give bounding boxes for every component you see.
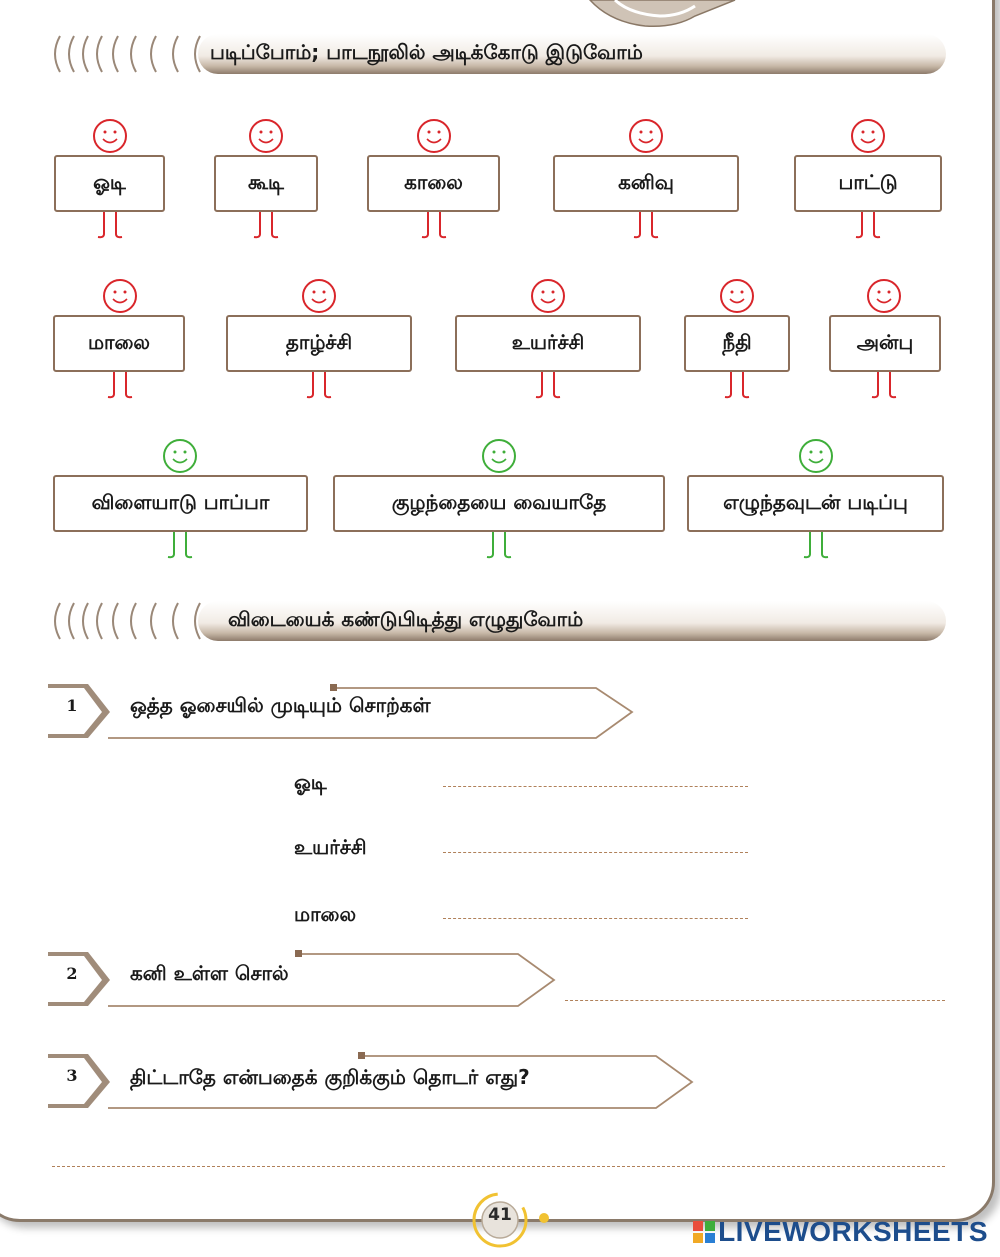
word-card-label: எழுந்தவுடன் படிப்பு	[687, 475, 944, 532]
word-card[interactable]	[829, 315, 941, 372]
smiley-face-icon	[530, 278, 566, 314]
question-text: திட்டாதே என்பதைக் குறிக்கும் தொடர் எது?	[130, 1065, 530, 1089]
word-card[interactable]	[333, 475, 665, 532]
legs-icon	[848, 212, 888, 240]
word-card-label: மாலை	[53, 315, 185, 372]
word-card[interactable]	[794, 155, 942, 212]
answer-line[interactable]	[52, 1166, 945, 1167]
smiley-face-icon	[798, 438, 834, 474]
smiley-face-icon	[162, 438, 198, 474]
legs-icon	[246, 212, 286, 240]
question-number: 3	[66, 1066, 78, 1085]
answer-line[interactable]	[443, 852, 748, 853]
legs-icon	[414, 212, 454, 240]
answer-line[interactable]	[443, 786, 748, 787]
legs-icon	[479, 532, 519, 560]
answer-line[interactable]	[443, 918, 748, 919]
legs-icon	[864, 372, 904, 400]
question-3	[48, 1052, 698, 1112]
smiley-face-icon	[416, 118, 452, 154]
question-1	[48, 682, 638, 742]
word-card-label: கூடி	[214, 155, 318, 212]
section-header-reading	[50, 32, 946, 76]
word-card-label: காலை	[367, 155, 500, 212]
word-card[interactable]	[226, 315, 412, 372]
smiley-face-icon	[719, 278, 755, 314]
smiley-face-icon	[850, 118, 886, 154]
legs-icon	[160, 532, 200, 560]
word-card[interactable]	[687, 475, 944, 532]
word-card-label: உயர்ச்சி	[455, 315, 641, 372]
spiral-rings-icon	[50, 32, 210, 76]
word-card[interactable]	[53, 475, 308, 532]
word-card-label: கனிவு	[553, 155, 739, 212]
word-card-label: ஓடி	[54, 155, 165, 212]
word-card-label: அன்பு	[829, 315, 941, 372]
liveworksheets-brand	[693, 1215, 988, 1249]
word-card-label: தாழ்ச்சி	[226, 315, 412, 372]
section-title: விடையைக் கண்டுபிடித்து எழுதுவோம்	[228, 607, 584, 631]
question-text: ஒத்த ஓசையில் முடியும் சொற்கள்	[130, 693, 431, 717]
legs-icon	[796, 532, 836, 560]
liveworksheets-logo-icon	[693, 1221, 715, 1243]
word-card-label: நீதி	[684, 315, 790, 372]
legs-icon	[626, 212, 666, 240]
question-text: கனி உள்ள சொல்	[130, 961, 289, 985]
word-card[interactable]	[367, 155, 500, 212]
smiley-face-icon	[102, 278, 138, 314]
section-title: படிப்போம்; பாடநூலில் அடிக்கோடு இடுவோம்	[210, 40, 643, 64]
section-header-find-answer	[50, 599, 946, 643]
legs-icon	[100, 372, 140, 400]
question-number: 2	[66, 964, 78, 983]
ornament-icon	[585, 0, 745, 34]
word-card-label: விளையாடு பாப்பா	[53, 475, 308, 532]
spiral-rings-icon	[50, 599, 210, 643]
smiley-face-icon	[92, 118, 128, 154]
smiley-face-icon	[628, 118, 664, 154]
legs-icon	[299, 372, 339, 400]
answer-prompt-word: உயர்ச்சி	[294, 835, 367, 859]
word-card-label: பாட்டு	[794, 155, 942, 212]
answer-prompt-word: ஓடி	[294, 770, 327, 794]
smiley-face-icon	[481, 438, 517, 474]
legs-icon	[528, 372, 568, 400]
word-card[interactable]	[214, 155, 318, 212]
answer-prompt-word: மாலை	[294, 902, 357, 926]
brand-name: LIVEWORKSHEETS	[718, 1216, 988, 1247]
smiley-face-icon	[248, 118, 284, 154]
smiley-face-icon	[866, 278, 902, 314]
question-2	[48, 950, 568, 1010]
page-number-badge	[470, 1190, 530, 1250]
legs-icon	[717, 372, 757, 400]
question-banner-icon	[48, 950, 568, 1010]
word-card[interactable]	[54, 155, 165, 212]
question-number: 1	[66, 696, 78, 715]
answer-line[interactable]	[565, 1000, 945, 1001]
smiley-face-icon	[301, 278, 337, 314]
page-number: 41	[488, 1205, 512, 1225]
legs-icon	[90, 212, 130, 240]
word-card[interactable]	[684, 315, 790, 372]
word-card-label: குழந்தையை வையாதே	[333, 475, 665, 532]
word-card[interactable]	[455, 315, 641, 372]
word-card[interactable]	[53, 315, 185, 372]
word-card[interactable]	[553, 155, 739, 212]
